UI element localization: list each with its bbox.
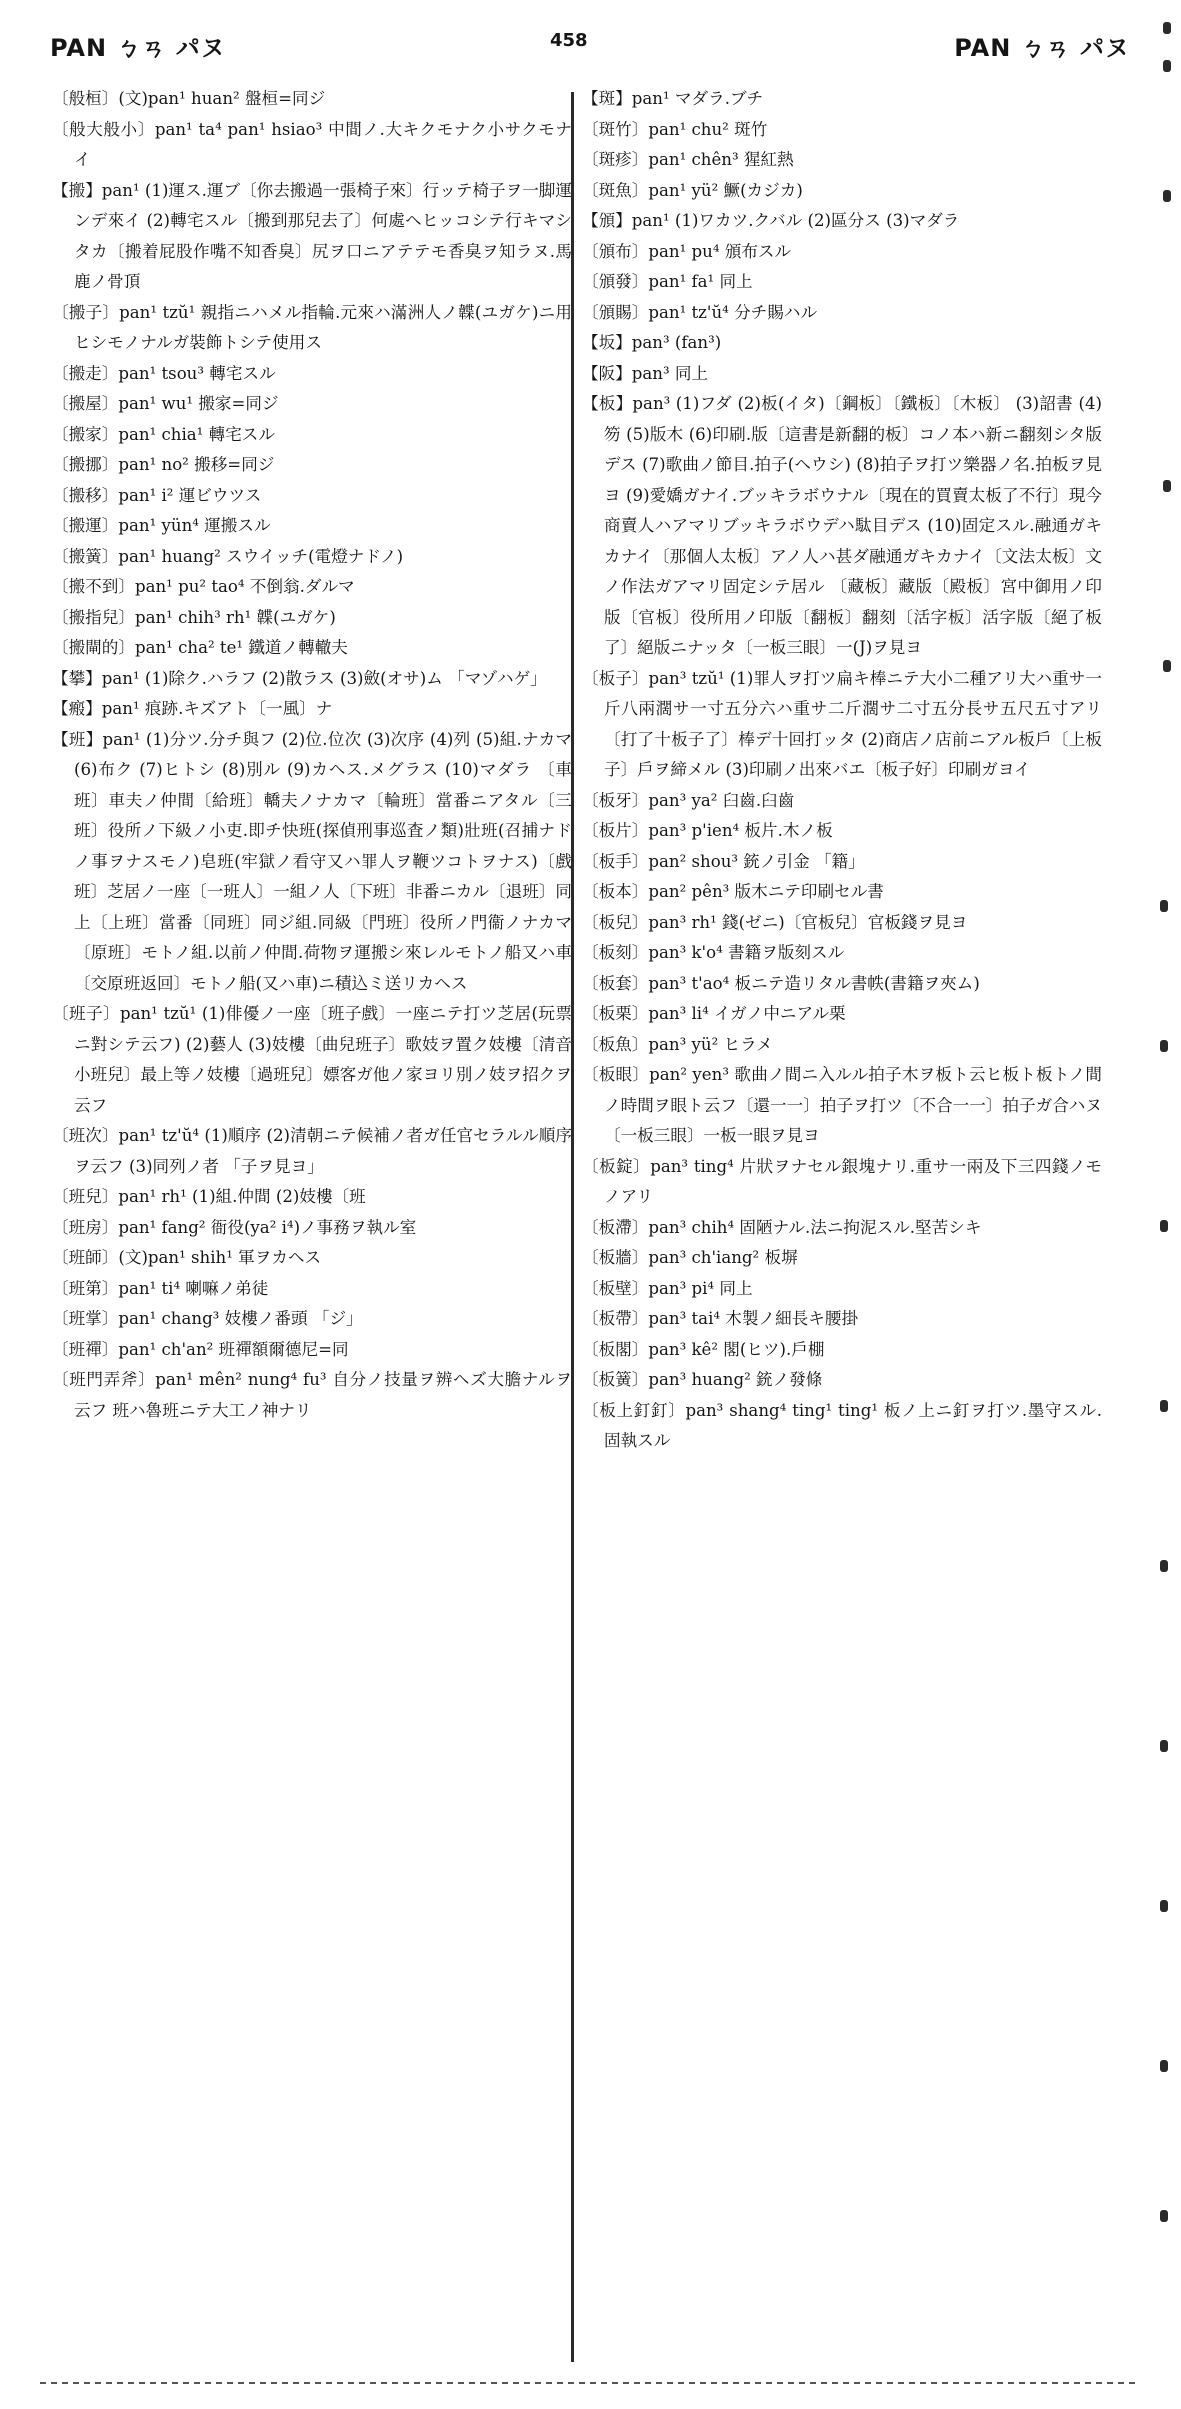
entry: 〔板本〕pan² pên³ 版木ニテ印刷セル書 — [582, 882, 884, 901]
entry: 〔班禪〕pan¹ ch'an² 班禪額爾德尼=同 — [52, 1339, 349, 1359]
entry: 〔板簧〕pan³ huang² 銃ノ發條 — [582, 1370, 823, 1389]
entry: 〔斑竹〕pan¹ chu² 斑竹 — [582, 119, 768, 139]
entry: 〔班掌〕pan¹ chang³ 妓樓ノ番頭 「ジ」 — [52, 1309, 363, 1328]
entry: 〔頒布〕pan¹ pu⁴ 頒布スル — [582, 241, 792, 261]
entry: 【斑】pan¹ マダラ.ブチ — [582, 89, 764, 108]
entry: 〔搬屋〕pan¹ wu¹ 搬家=同ジ — [52, 394, 279, 413]
entry: 〔板閣〕pan³ kê² 閣(ヒツ).戶棚 — [582, 1339, 825, 1359]
entry: 〔板片〕pan³ p'ien⁴ 板片.木ノ板 — [582, 821, 833, 840]
entry: 【板】pan³ (1)フダ (2)板(イタ)〔鋼板〕〔鐵板〕〔木板〕 (3)詔書 (4)笏 (5)版木 (6)印刷.版〔這書是新翻的板〕コノ本ハ新ニ翻刻シタ版デス (7)歌曲ノ節目.拍子(ヘウシ) (8)拍子ヲ打ツ樂器ノ名.拍板ヲ見ヨ (9)愛嬌ガナイ.ブッキラボウナル〔現在的買賣太板了不行〕現今商賣人ハアマリブッキラボウデハ駄目デス (10)固定スル.融通ガキカナイ〔那個人太板〕アノ人ハ甚ダ融通ガキカナイ〔文法太板〕文ノ作法ガアマリ固定シテ居ル 〔藏板〕藏版〔殿板〕宮中御用ノ印版〔官板〕役所用ノ印版〔翻板〕翻刻〔活字板〕活字版〔絕了板了〕絕版ニナッタ〔一板三眼〕一(J)ヲ見ヨ — [582, 394, 1102, 657]
entry: 〔斑疹〕pan¹ chên³ 猩紅熱 — [582, 150, 794, 169]
entry: 〔搬簧〕pan¹ huang² スウイッチ(電燈ナドノ) — [52, 546, 404, 566]
entry: 〔班子〕pan¹ tzŭ¹ (1)俳優ノ一座〔班子戲〕一座ニテ打ツ芝居(玩票ニ對シテ云フ) (2)藝人 (3)妓樓〔曲兒班子〕歌妓ヲ置ク妓樓〔清音小班兒〕最上等ノ妓樓〔過班兒〕嫖客ガ他ノ家ヨリ別ノ妓ヲ招クヲ云フ — [52, 1004, 572, 1115]
entry: 〔搬閘的〕pan¹ cha² te¹ 鐵道ノ轉轍夫 — [52, 638, 348, 657]
entry: 〔班次〕pan¹ tz'ŭ⁴ (1)順序 (2)清朝ニテ候補ノ者ガ任官セラルル順序ヲ云フ (3)同列ノ者 「子ヲ見ヨ」 — [52, 1126, 572, 1176]
edge-mark — [1163, 190, 1171, 202]
entry: 〔板壁〕pan³ pi⁴ 同上 — [582, 1278, 753, 1298]
entry: 〔頒發〕pan¹ fa¹ 同上 — [582, 272, 753, 291]
entry: 〔板錠〕pan³ ting⁴ 片狀ヲナセル銀塊ナリ.重サ一兩及下三四錢ノモノアリ — [582, 1156, 1102, 1206]
entry: 〔頒賜〕pan¹ tz'ŭ⁴ 分チ賜ハル — [582, 302, 818, 322]
entry: 【坂】pan³ (fan³) — [582, 333, 722, 352]
entry: 【班】pan¹ (1)分ツ.分チ與フ (2)位.位次 (3)次序 (4)列 (5)組.ナカマ (6)布ク (7)ヒトシ (8)別ル (9)カヘス.メグラス (10)マダラ 〔車班〕車夫ノ仲間〔給班〕轎夫ノナカマ〔輪班〕當番ニアタル〔三班〕役所ノ下級ノ小吏.即チ快班(探偵刑事巡査ノ類)壯班(召捕ナドノ事ヲナスモノ)皂班(牢獄ノ看守又ハ罪人ヲ鞭ツコトヲナス)〔戲班〕芝居ノ一座〔一班人〕一組ノ人〔下班〕非番ニカル〔退班〕同上〔上班〕當番〔同班〕同ジ組.同級〔門班〕役所ノ門衞ノナカマ〔原班〕モトノ組.以前ノ仲間.荷物ヲ運搬シ來レルモトノ船又ハ車〔交原班返回〕モトノ船(又ハ車)ニ積込ミ送リカヘス — [52, 729, 572, 993]
header-right: PAN ㄅㄢ パヌ — [954, 34, 1130, 62]
entry: 〔板子〕pan³ tzŭ¹ (1)罪人ヲ打ツ扁キ棒ニテ大小二種アリ大ハ重サ一斤八兩濶サ一寸五分六ハ重サ二斤濶サ二寸五分長サ五尺五寸アリ〔打了十板子了〕棒デ十回打ッタ (2)商店ノ店前ニアル板戶〔上板子〕戶ヲ締メル (3)印刷ノ出來バエ〔板子好〕印刷ガヨイ — [582, 668, 1102, 779]
edge-mark — [1160, 1040, 1168, 1052]
left-column — [52, 84, 572, 1426]
entry: 〔搬運〕pan¹ yün⁴ 運搬スル — [52, 516, 271, 535]
edge-mark — [1160, 1220, 1168, 1232]
entry: 【阪】pan³ 同上 — [582, 363, 709, 383]
edge-mark — [1163, 480, 1171, 492]
entry: 〔板魚〕pan³ yü² ヒラメ — [582, 1034, 773, 1054]
edge-mark — [1160, 900, 1168, 912]
entry: 〔班房〕pan¹ fang² 衙役(ya² i⁴)ノ事務ヲ執ル室 — [52, 1217, 417, 1237]
page-header — [50, 22, 1130, 74]
entry: 〔板滯〕pan³ chih⁴ 固陋ナル.法ニ拘泥スル.堅苦シキ — [582, 1217, 982, 1237]
entry: 〔般桓〕(文)pan¹ huan² 盤桓=同ジ — [52, 89, 326, 108]
entry: 〔斑魚〕pan¹ yü² 鱖(カジカ) — [582, 180, 803, 200]
edge-mark — [1163, 660, 1171, 672]
edge-mark — [1160, 1740, 1168, 1752]
edge-mark — [1163, 22, 1171, 34]
entry: 〔搬移〕pan¹ i² 運ビウツス — [52, 485, 262, 505]
entry: 〔搬走〕pan¹ tsou³ 轉宅スル — [52, 363, 276, 383]
edge-mark — [1160, 2210, 1168, 2222]
edge-mark — [1160, 1900, 1168, 1912]
entry: 〔板帶〕pan³ tai⁴ 木製ノ細長キ腰掛 — [582, 1309, 859, 1328]
entry: 〔搬不到〕pan¹ pu² tao⁴ 不倒翁.ダルマ — [52, 577, 355, 596]
entry: 【搬】pan¹ (1)運ス.運ブ〔你去搬過一張椅子來〕行ッテ椅子ヲ一脚運ンデ來イ (2)轉宅スル〔搬到那兒去了〕何處ヘヒッコシテ行キマシタカ〔搬着屁股作嘴不知香臭〕尻ヲ口ニアテテモ香臭ヲ知ラヌ.馬鹿ノ骨頂 — [52, 180, 572, 291]
edge-mark — [1160, 1560, 1168, 1572]
entry: 〔板刻〕pan³ k'o⁴ 書籍ヲ版刻スル — [582, 943, 845, 962]
entry: 〔板牆〕pan³ ch'iang² 板塀 — [582, 1248, 798, 1267]
entry: 【攀】pan¹ (1)除ク.ハラフ (2)散ラス (3)斂(オサ)ム 「マゾハゲ」 — [52, 668, 547, 688]
entry: 【頒】pan¹ (1)ワカツ.クバル (2)區分ス (3)マダラ — [582, 211, 960, 230]
page-number: 458 — [550, 30, 588, 51]
right-column — [582, 84, 1102, 1457]
entry: 〔板上釘釘〕pan³ shang⁴ ting¹ ting¹ 板ノ上ニ釘ヲ打ツ.墨守スル.固執スル — [582, 1400, 1102, 1450]
entry: 〔搬家〕pan¹ chia¹ 轉宅スル — [52, 424, 275, 444]
edge-mark — [1160, 2060, 1168, 2072]
entry: 〔搬挪〕pan¹ no² 搬移=同ジ — [52, 455, 275, 474]
entry: 〔板手〕pan² shou³ 銃ノ引金 「籍」 — [582, 851, 865, 871]
entry: 〔班門弄斧〕pan¹ mên² nung⁴ fu³ 自分ノ技量ヲ辨ヘズ大膽ナルヲ云フ 班ハ魯班ニテ大工ノ神ナリ — [52, 1370, 572, 1420]
entry: 〔般大般小〕pan¹ ta⁴ pan¹ hsiao³ 中間ノ.大キクモナク小サクモナイ — [52, 119, 572, 169]
entry: 〔板牙〕pan³ ya² 臼齒.臼齒 — [582, 790, 795, 810]
edge-mark — [1160, 1400, 1168, 1412]
entry: 〔班師〕(文)pan¹ shih¹ 軍ヲカヘス — [52, 1248, 322, 1267]
entry: 〔班兒〕pan¹ rh¹ (1)組.仲間 (2)妓樓〔班 — [52, 1187, 366, 1206]
entry: 〔板兒〕pan³ rh¹ 錢(ゼニ)〔官板兒〕官板錢ヲ見ヨ — [582, 912, 968, 932]
entry: 〔板套〕pan³ t'ao⁴ 板ニテ造リタル書帙(書籍ヲ夾ム) — [582, 973, 980, 993]
edge-mark — [1163, 60, 1171, 72]
entry: 【瘢】pan¹ 痕跡.キズアト〔一風〕ナ — [52, 699, 333, 718]
entry: 〔搬指兒〕pan¹ chih³ rh¹ 韘(ユガケ) — [52, 607, 336, 627]
header-left: PAN ㄅㄢ パヌ — [50, 34, 226, 62]
entry: 〔班第〕pan¹ ti⁴ 喇嘛ノ弟徒 — [52, 1278, 269, 1298]
entry: 〔板栗〕pan³ li⁴ イガノ中ニアル栗 — [582, 1004, 846, 1023]
entry: 〔板眼〕pan² yen³ 歌曲ノ間ニ入ルル拍子木ヲ板ト云ヒ板ト板トノ間ノ時間ヲ眼ト云フ〔還一一〕拍子ヲ打ツ〔不合一一〕拍子ガ合ハヌ〔一板三眼〕一板一眼ヲ見ヨ — [582, 1065, 1102, 1145]
entry: 〔搬子〕pan¹ tzŭ¹ 親指ニハメル指輪.元來ハ滿洲人ノ韘(ユガケ)ニ用ヒシモノナルガ裝飾トシテ使用ス — [52, 302, 572, 352]
bottom-rule — [40, 2382, 1140, 2384]
